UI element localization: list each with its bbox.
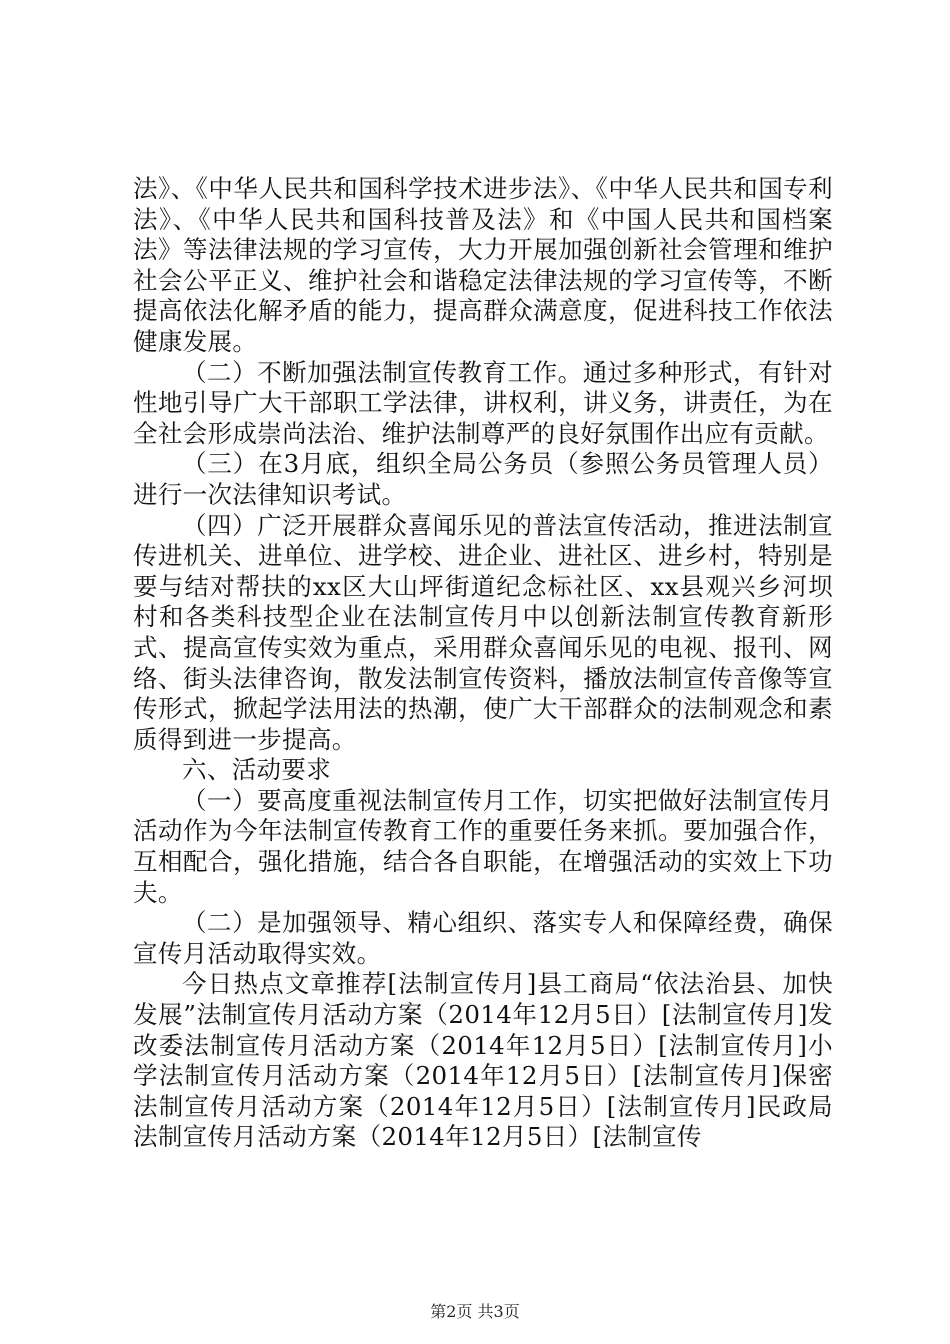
page-number-footer: 第2页 共3页 [430,1302,520,1321]
paragraph-item-two-education: （二）不断加强法制宣传教育工作。通过多种形式，有针对性地引导广大干部职工学法律，讲权利，讲义务，讲责任，为在全社会形成崇尚法治、维护法制尊严的良好氛围作出应有贡献。 [133,357,833,448]
paragraph-requirement-two: （二）是加强领导、精心组织、落实专人和保障经费，确保宣传月活动取得实效。 [133,908,833,968]
paragraph-item-three-exam: （三）在3月底，组织全局公务员（参照公务员管理人员）进行一次法律知识考试。 [133,449,833,509]
paragraph-item-four-activities: （四）广泛开展群众喜闻乐见的普法宣传活动，推进法制宣传进机关、进单位、进学校、进企业、进社区、进乡村，特别是要与结对帮扶的xx区大山坪街道纪念标社区、xx县观兴乡河坝村和各类科技型企业在法制宣传月中以创新法制宣传教育新形式、提高宣传实效为重点，采用群众喜闻乐见的电视、报刊、网络、街头法律咨询，散发法制宣传资料，播放法制宣传音像等宣传形式，掀起学法用法的热潮，使广大干部群众的法制观念和素质得到进一步提高。 [133,510,833,754]
document-body [133,174,833,1153]
paragraph-law-study-continuation: 法》、《中华人民共和国科学技术进步法》、《中华人民共和国专利法》、《中华人民共和国科技普及法》和《中国人民共和国档案法》等法律法规的学习宣传，大力开展加强创新社会管理和维护社会公平正义、维护社会和谐稳定法律法规的学习宣传等，不断提高依法化解矛盾的能力，提高群众满意度，促进科技工作依法健康发展。 [133,174,833,356]
section-heading-requirements: 六、活动要求 [182,755,332,785]
paragraph-recommended-articles: 今日热点文章推荐[法制宣传月]县工商局“依法治县、加快发展”法制宣传月活动方案（2014年12月5日）[法制宣传月]发改委法制宣传月活动方案（2014年12月5日）[法制宣传月]小学法制宣传月活动方案（2014年12月5日）[法制宣传月]保密法制宣传月活动方案（2014年12月5日）[法制宣传月]民政局法制宣传月活动方案（2014年12月5日）[法制宣传 [133,969,833,1152]
paragraph-requirement-one: （一）要高度重视法制宣传月工作，切实把做好法制宣传月活动作为今年法制宣传教育工作的重要任务来抓。要加强合作，互相配合，强化措施，结合各自职能，在增强活动的实效上下功夫。 [133,785,833,907]
